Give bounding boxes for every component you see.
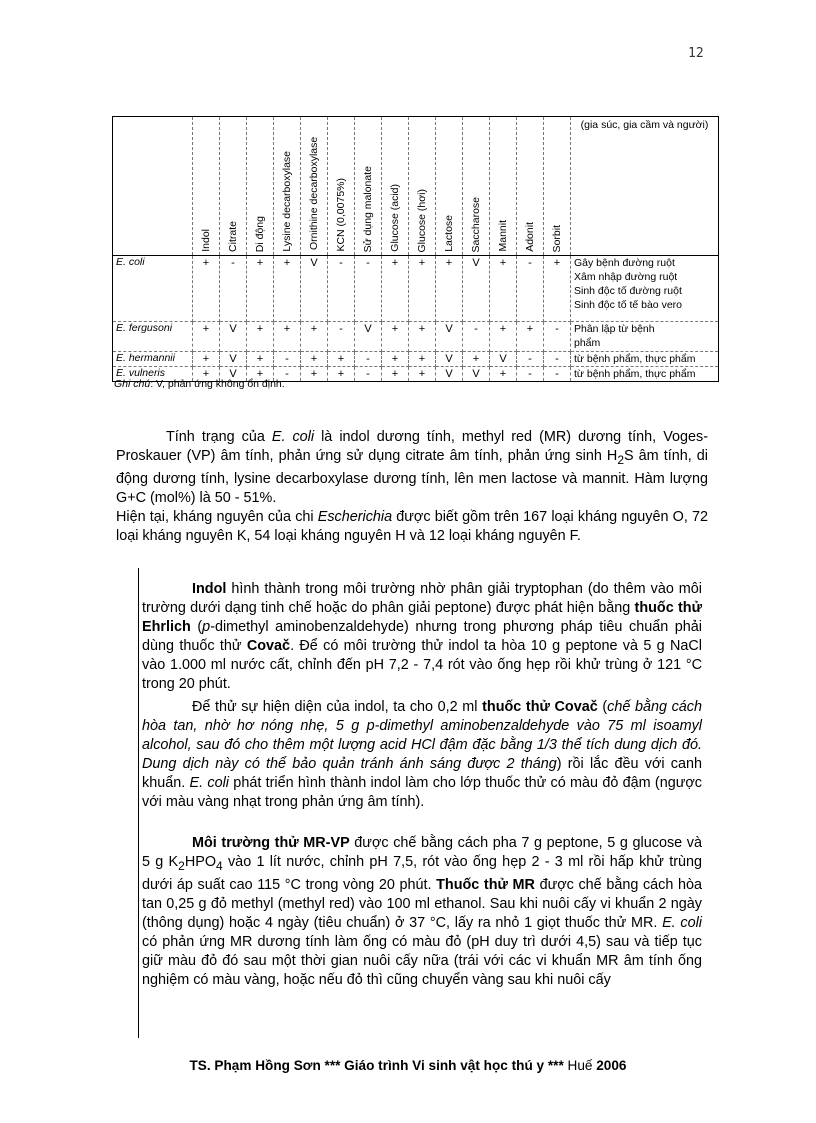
col-header: Di động [247, 117, 274, 256]
table-row [113, 322, 719, 352]
result-cell: - [220, 256, 247, 322]
species-name: E. fergusoni [113, 322, 193, 352]
result-cell: V [355, 322, 382, 352]
result-cell: + [490, 256, 517, 322]
result-cell: V [220, 352, 247, 367]
result-cell: - [355, 352, 382, 367]
result-cell: - [274, 367, 301, 382]
footnote-text: : V, phản ứng không ổn định. [150, 378, 285, 390]
note-line: từ bệnh phẩm, thực phẩm [574, 368, 696, 380]
result-cell: + [247, 367, 274, 382]
col-header: Mannit [490, 117, 517, 256]
page-number: 12 [688, 46, 704, 61]
result-cell: - [544, 367, 571, 382]
result-cell: + [382, 256, 409, 322]
result-cell: + [409, 256, 436, 322]
result-cell: - [355, 256, 382, 322]
result-cell: + [382, 367, 409, 382]
paragraph-mr-vp: Môi trường thử MR-VP được chế bằng cách pha 7 g peptone, 5 g glucose và 5 g $K_2HPO_4$ vào 1 lít nước, chỉnh pH 7,5, rót vào ống hẹp 2 - 3 ml rồi hấp khử trùng dưới áp suất cao 115 °C trong vòng 20 phút. Thuốc thử MR được chế bằng cách hòa tan 0,25 g đỏ methyl (methyl red) vào 100 ml ethanol. Sau khi nuôi cấy vi khuẩn 2 ngày (thông dụng) hoặc 4 ngày (tiêu chuẩn) ở 37 °C, lấy ra nhỏ 1 giọt thuốc thử MR. E. coli có phản ứng MR dương tính làm ống có màu đỏ (pH duy trì dưới 4,5) sau và tiếp tục giữ màu đỏ đó sau một thời gian nuôi cấy nữa (trái với các vi khuẩn MR âm tính ống nghiệm có màu vàng, hoặc nếu đỏ thì cũng chuyển vàng sau khi nuôi cấy [142, 835, 703, 988]
result-cell: + [328, 367, 355, 382]
paragraph-ecoli-traits: Tính trạng của E. coli là indol dương tính, methyl red (MR) dương tính, Voges-Proskauer (VP) âm tính, phản ứng sử dụng citrate âm tính, phản ứng $\sinh H_2S$ âm tính, di động dương tính, lysine decarboxylase dương tính, lên men lactose và mannit. Hàm lượng G+C (mol%) là 50 - 51%. [116, 429, 708, 506]
result-cell: + [301, 352, 328, 367]
result-cell: + [193, 322, 220, 352]
note-cell [571, 352, 719, 367]
col-header: Saccharose [463, 117, 490, 256]
col-header: Adonit [517, 117, 544, 256]
result-cell: - [328, 322, 355, 352]
col-header: Lysine decarboxylase [274, 117, 301, 256]
result-cell: - [544, 322, 571, 352]
paragraph-covac-test: Để thử sự hiện diện của indol, ta cho 0,2 ml thuốc thử Covač (chế bằng cách hòa tan, nhờ hơ nóng nhẹ, 5 g p-dimethyl aminobenzaldehyde vào 75 ml isoamyl alcohol, sau đó cho thêm một lượng acid HCl đậm đặc bằng 1/3 thể tích dung dịch đó. Dung dịch này có thể bảo quản tránh ánh sáng được 2 tháng) rồi lắc đều với canh khuẩn. E. coli phát triển hình thành indol làm cho lớp thuốc thử có màu đỏ đậm (ngược với màu vàng nhạt trong phản ứng âm tính). [142, 699, 703, 810]
result-cell: + [274, 322, 301, 352]
result-cell: + [193, 352, 220, 367]
result-cell: - [544, 352, 571, 367]
table-footnote [114, 378, 285, 390]
species-name: E. hermannii [113, 352, 193, 367]
col-header: Lactose [436, 117, 463, 256]
result-cell: + [409, 352, 436, 367]
col-header: KCN (0,0075%) [328, 117, 355, 256]
result-cell: + [436, 256, 463, 322]
result-cell: + [463, 352, 490, 367]
result-cell: + [247, 352, 274, 367]
header-empty-cell [113, 117, 193, 256]
result-cell: V [220, 322, 247, 352]
result-cell: + [409, 367, 436, 382]
note-line: phẩm [574, 337, 601, 349]
result-cell: - [463, 322, 490, 352]
result-cell: - [517, 256, 544, 322]
note-line: Sinh độc tố tế bào vero [574, 299, 682, 311]
result-cell: V [463, 256, 490, 322]
col-header: Indol [193, 117, 220, 256]
result-cell: V [436, 352, 463, 367]
result-cell: + [193, 256, 220, 322]
paragraph-indol: Indol hình thành trong môi trường nhờ phân giải tryptophan (do thêm vào môi trường dưới dạng tinh chế hoặc do phân giải peptone) được phát hiện bằng thuốc thử Ehrlich (p-dimethyl aminobenzaldehyde) nhưng trong phương pháp tiêu chuẩn phải dùng thuốc thử Covač. Để có môi trường thử indol ta hòa 10 g peptone và 5 g NaCl vào 1.000 ml nước cất, chỉnh đến pH 7,2 - 7,4 rót vào ống hẹp rồi khử trùng ở 121 °C trong 20 phút. [142, 581, 703, 692]
note-line: Xâm nhập đường ruột [574, 271, 678, 283]
result-cell: - [517, 352, 544, 367]
result-cell: V [490, 352, 517, 367]
note-header: (gia súc, gia cầm và người) [571, 117, 719, 256]
result-cell: - [517, 367, 544, 382]
col-header: Sử dụng malonate [355, 117, 382, 256]
species-name: E. coli [113, 256, 193, 322]
result-cell: + [274, 256, 301, 322]
note-cell [571, 256, 719, 322]
species-name: E. vulneris [113, 367, 193, 382]
note-line: Sinh độc tố đường ruột [574, 285, 682, 297]
col-header: Glucose (hơi) [409, 117, 436, 256]
result-cell: + [193, 367, 220, 382]
col-header: Sorbit [544, 117, 571, 256]
result-cell: - [328, 256, 355, 322]
result-cell: + [247, 256, 274, 322]
note-line: từ bệnh phẩm, thực phẩm [574, 353, 696, 365]
result-cell: + [328, 352, 355, 367]
note-cell [571, 322, 719, 352]
note-cell [571, 367, 719, 382]
col-header: Glucose (acid) [382, 117, 409, 256]
table-row [113, 352, 719, 367]
result-cell: + [490, 322, 517, 352]
result-cell: V [436, 322, 463, 352]
col-header: Citrate [220, 117, 247, 256]
result-cell: V [463, 367, 490, 382]
footnote-label: Ghi chú [114, 378, 151, 390]
result-cell: + [301, 322, 328, 352]
result-cell: + [490, 367, 517, 382]
result-cell: V [436, 367, 463, 382]
result-cell: - [274, 352, 301, 367]
result-cell: V [220, 367, 247, 382]
result-cell: + [382, 352, 409, 367]
table-header-row [113, 117, 719, 256]
note-line: Phân lập từ bệnh [574, 323, 655, 335]
result-cell: V [301, 256, 328, 322]
col-header: Ornithine decarboxylase [301, 117, 328, 256]
result-cell: + [409, 322, 436, 352]
result-cell: + [247, 322, 274, 352]
result-cell: + [544, 256, 571, 322]
table-row [113, 256, 719, 322]
note-line: Gây bệnh đường ruột [574, 257, 675, 269]
page-footer: TS. Phạm Hồng Sơn *** Giáo trình Vi sinh vật học thú y *** Huế 2006 [189, 1058, 627, 1073]
result-cell: + [382, 322, 409, 352]
result-cell: + [301, 367, 328, 382]
result-cell: - [355, 367, 382, 382]
biochemical-table [112, 116, 719, 382]
result-cell: + [517, 322, 544, 352]
paragraph-antigens: Hiện tại, kháng nguyên của chi Escherichia được biết gồm trên 167 loại kháng nguyên O, 72 loại kháng nguyên K, 54 loại kháng nguyên H và 12 loại kháng nguyên F. [116, 509, 708, 544]
